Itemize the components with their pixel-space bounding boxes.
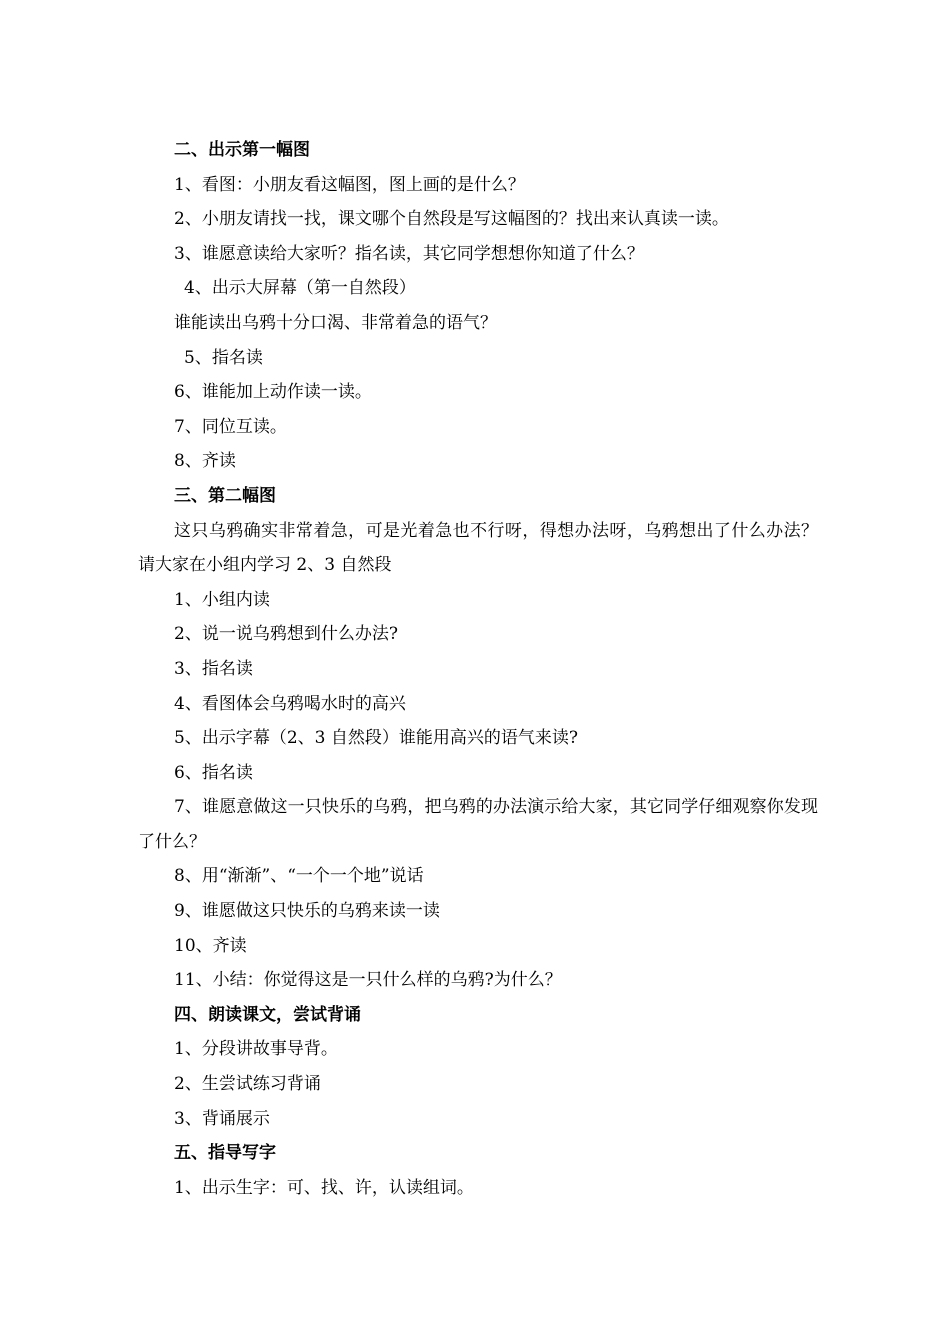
section-heading-4: 四、朗读课文，尝试背诵 [174,1004,361,1025]
list-item: 8、用“渐渐”、“一个一个地”说话 [174,866,424,887]
list-item: 1、看图：小朋友看这幅图，图上画的是什么？ [174,174,525,195]
list-item: 2、生尝试练习背诵 [174,1074,321,1095]
section-intro-paragraph: 这只乌鸦确实非常着急，可是光着急也不行呀，得想办法呀，乌鸦想出了什么办法？请大家在小组内学习 2、3 自然段 [138,520,818,576]
list-item: 7、同位互读。 [174,416,287,437]
section-heading-3: 三、第二幅图 [174,485,276,506]
list-item-paragraph: 7、谁愿意做这一只快乐的乌鸦，把乌鸦的办法演示给大家，其它同学仔细观察你发现了什么？ [138,797,818,852]
list-item: 1、小组内读 [174,589,270,610]
list-item: 3、谁愿意读给大家听？指名读，其它同学想想你知道了什么？ [174,243,644,264]
list-item: 3、背诵展示 [174,1108,270,1129]
list-item: 6、谁能加上动作读一读。 [174,382,372,403]
list-item: 1、分段讲故事导背。 [174,1039,338,1060]
list-item: 谁能读出乌鸦十分口渴、非常着急的语气？ [174,312,497,333]
list-item: 1、出示生字：可、找、许，认读组词。 [174,1177,474,1198]
list-item: 4、看图体会乌鸦喝水时的高兴 [174,693,406,714]
list-item: 8、齐读 [174,451,236,472]
list-item: 5、出示字幕（2、3 自然段）谁能用高兴的语气来读? [174,728,578,749]
list-item: 9、谁愿做这只快乐的乌鸦来读一读 [174,901,440,922]
section-heading-5: 五、指导写字 [174,1143,276,1164]
list-item: 5、指名读 [184,347,263,368]
list-item: 2、说一说乌鸦想到什么办法? [174,624,398,645]
list-item: 2、小朋友请找一找，课文哪个自然段是写这幅图的？找出来认真读一读。 [174,209,729,230]
list-item: 10、齐读 [174,935,247,956]
list-item: 11、小结：你觉得这是一只什么样的乌鸦?为什么？ [174,970,562,991]
document-body [138,133,818,1205]
section-heading-2: 二、出示第一幅图 [174,140,310,160]
list-item: 6、指名读 [174,762,253,783]
list-item: 3、指名读 [174,658,253,679]
list-item: 4、出示大屏幕（第一自然段） [184,278,416,299]
